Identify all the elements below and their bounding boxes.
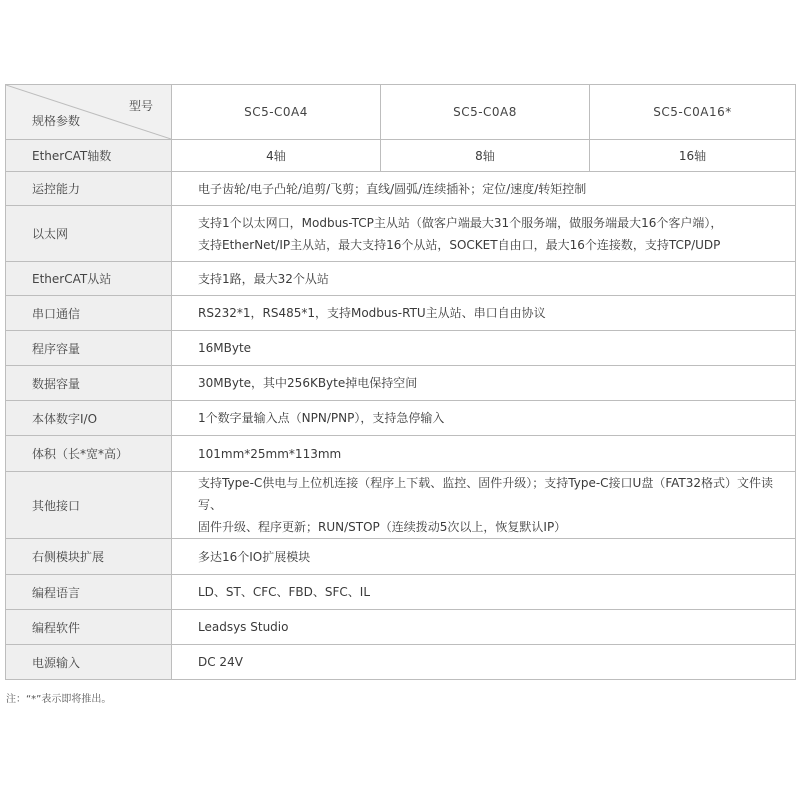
row-label: EtherCAT轴数 — [6, 140, 172, 172]
row-value-line: 电子齿轮/电子凸轮/追剪/飞剪；直线/圆弧/连续插补；定位/速度/转矩控制 — [198, 181, 587, 196]
model-header-2: SC5-C0A8 — [381, 85, 590, 140]
row-value-line: 支持Type-C供电与上位机连接（程序上下载、监控、固件升级）；支持Type-C接口U盘（FAT32格式）文件读写、 — [198, 476, 774, 512]
row-value-line: 固件升级、程序更新；RUN/STOP（连续拨动5次以上，恢复默认IP） — [198, 520, 567, 534]
row-value-line: 支持1个以太网口，Modbus-TCP主从站（做客户端最大31个服务端，做服务端最大16个客户端）， — [198, 215, 723, 230]
row-value — [172, 610, 796, 645]
row-label: 电源输入 — [6, 645, 172, 680]
row-label: 编程软件 — [6, 610, 172, 645]
spec-table — [5, 84, 796, 680]
row-value — [172, 262, 796, 296]
table-row — [6, 610, 796, 645]
row-value-line: 支持1路，最大32个从站 — [198, 271, 329, 286]
table-row-ethercat-axes — [6, 140, 796, 172]
row-label: EtherCAT从站 — [6, 262, 172, 296]
row-value — [172, 206, 796, 262]
row-value-line: 1个数字量输入点（NPN/PNP），支持急停输入 — [198, 411, 445, 425]
row-label: 本体数字I/O — [6, 401, 172, 436]
row-label: 程序容量 — [6, 331, 172, 366]
row-label: 其他接口 — [6, 472, 172, 539]
table-row — [6, 436, 796, 472]
row-value-line: DC 24V — [198, 655, 243, 669]
row-value — [172, 172, 796, 206]
footnote: 注：“*”表示即将推出。 — [6, 694, 112, 705]
row-label: 运控能力 — [6, 172, 172, 206]
table-row — [6, 366, 796, 401]
row-value — [172, 472, 796, 539]
table-row — [6, 331, 796, 366]
row-value — [172, 331, 796, 366]
row-value-line: 支持EtherNet/IP主从站，最大支持16个从站，SOCKET自由口，最大16个连接数，支持TCP/UDP — [198, 237, 721, 252]
row-value — [172, 575, 796, 610]
row-value-line: 30MByte，其中256KByte掉电保持空间 — [198, 376, 418, 390]
axes-value-1: 4轴 — [172, 140, 381, 172]
row-value-line: LD、ST、CFC、FBD、SFC、IL — [198, 585, 371, 599]
corner-label-model: 型号 — [128, 99, 153, 113]
table-row — [6, 539, 796, 575]
table-row — [6, 645, 796, 680]
row-value-line: 16MByte — [198, 341, 252, 355]
table-row — [6, 296, 796, 331]
row-value-line: 多达16个IO扩展模块 — [198, 549, 311, 564]
table-row — [6, 262, 796, 296]
row-label: 右侧模块扩展 — [6, 539, 172, 575]
row-value — [172, 645, 796, 680]
row-value — [172, 436, 796, 472]
table-row — [6, 206, 796, 262]
row-value — [172, 366, 796, 401]
model-header-3: SC5-C0A16* — [590, 85, 796, 140]
row-value — [172, 296, 796, 331]
header-row — [6, 85, 796, 140]
row-label: 数据容量 — [6, 366, 172, 401]
axes-value-3: 16轴 — [590, 140, 796, 172]
row-value-line: RS232*1，RS485*1，支持Modbus-RTU主从站、串口自由协议 — [198, 306, 546, 320]
header-corner-cell — [6, 85, 172, 140]
row-label: 以太网 — [6, 206, 172, 262]
row-value — [172, 401, 796, 436]
row-label: 体积（长*宽*高） — [6, 436, 172, 472]
table-row — [6, 401, 796, 436]
axes-value-2: 8轴 — [381, 140, 590, 172]
row-value-line: 101mm*25mm*113mm — [198, 446, 342, 461]
table-row — [6, 172, 796, 206]
table-row — [6, 472, 796, 539]
model-header-1: SC5-C0A4 — [172, 85, 381, 140]
corner-label-spec: 规格参数 — [32, 114, 81, 128]
row-label: 编程语言 — [6, 575, 172, 610]
table-row — [6, 575, 796, 610]
row-label: 串口通信 — [6, 296, 172, 331]
row-value-line: Leadsys Studio — [198, 620, 289, 634]
row-value — [172, 539, 796, 575]
